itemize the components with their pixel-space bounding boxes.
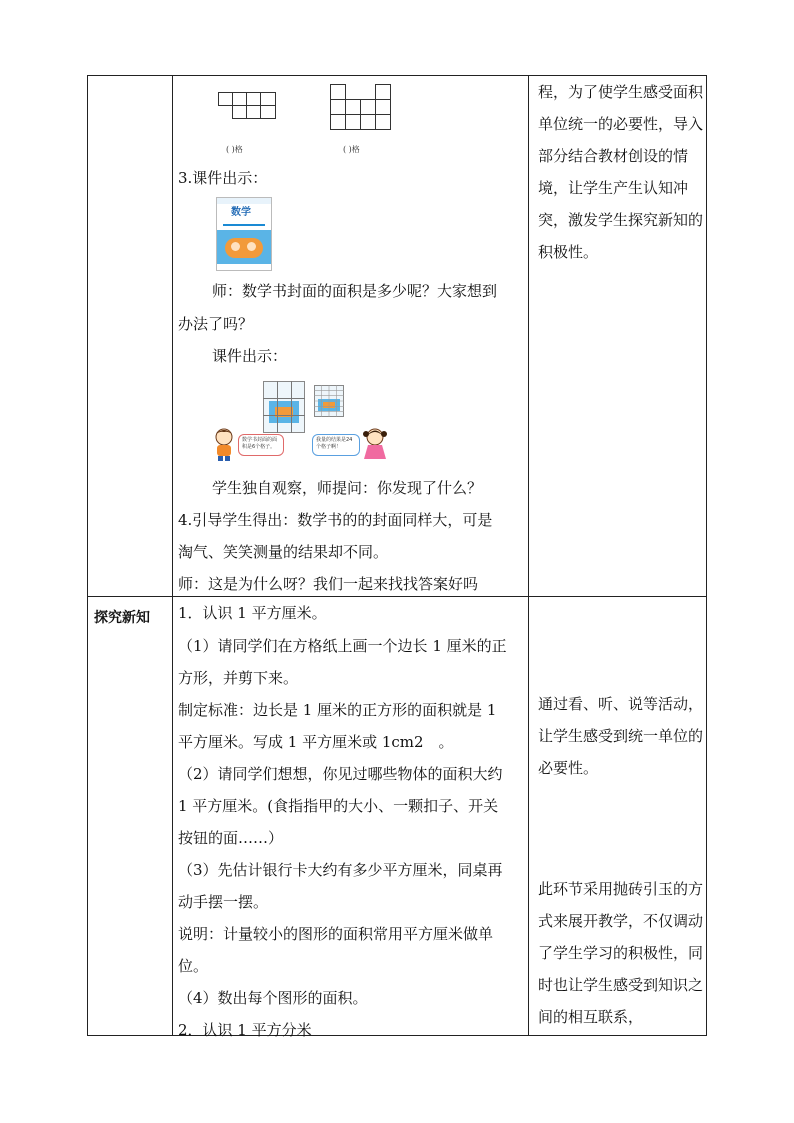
design-note-2: 通过看、听、说等活动，让学生感受到统一单位的必要性。 — [538, 695, 704, 777]
step-1-2: （2）请同学们想想，你见过哪些物体的面积大约 — [178, 765, 503, 783]
speech-bubble-boy — [238, 434, 284, 456]
courseware-step-3: 3.课件出示： — [178, 169, 268, 187]
students-observe: 学生独自观察，师提问：你发现了什么？ — [212, 479, 483, 497]
grid-shape-2 — [330, 84, 392, 132]
grid-answer-blank-1: ( )格 — [226, 145, 243, 154]
step-1-2-cont: 1 平方厘米。(食指指甲的大小、一颗扣子、开关 — [178, 797, 499, 815]
column-divider-2 — [528, 76, 529, 1035]
teacher-question-cont: 办法了吗？ — [178, 315, 254, 333]
teacher-question: 师：数学书封面的面积是多少呢？大家想到 — [212, 282, 498, 300]
step-1-1: （1）请同学们在方格纸上画一个边长 1 厘米的正 — [178, 637, 507, 655]
boy-taoqi-figure — [211, 428, 237, 462]
math-book-cover — [216, 197, 272, 271]
book-grid-6-cells — [263, 381, 305, 433]
row-divider — [88, 596, 706, 597]
girl-xiaoxiao-figure — [361, 428, 389, 462]
step-2-title: 2．认识 1 平方分米 — [178, 1021, 312, 1039]
step-1-1-cont: 方形，并剪下来。 — [178, 669, 299, 687]
speech-bubble-girl-text: 我量的结果是24个格子啊！ — [316, 437, 353, 450]
guide-students-cont: 淘气、笑笑测量的结果却不同。 — [178, 543, 389, 561]
step-1-2-cont2: 按钮的面……） — [178, 829, 284, 847]
section-label-explore-new: 探究新知 — [94, 610, 150, 626]
explanation: 说明：计量较小的图形的面积常用平方厘米做单 — [178, 925, 494, 943]
design-note-1: 程，为了使学生感受面积单位统一的必要性，导入部分结合教材创设的情境，让学生产生认知冲突，激发学生探究新知的积极性。 — [538, 83, 704, 261]
step-1-3: （3）先估计银行卡大约有多少平方厘米，同桌再 — [178, 861, 503, 879]
book-grid-24-cells — [314, 385, 344, 417]
courseware-show: 课件出示： — [212, 347, 288, 365]
lesson-table — [87, 75, 707, 1039]
guide-students-step-4: 4.引导学生得出：数学书的的封面同样大，可是 — [178, 511, 493, 529]
design-note-3: 此环节采用抛砖引玉的方式来展开教学，不仅调动了学生学习的积极性，同时也让学生感受到知识之间的相互联系， — [538, 880, 704, 1026]
step-1-4: （4）数出每个图形的面积。 — [178, 989, 368, 1007]
speech-bubble-girl — [312, 434, 360, 456]
teacher-why: 师：这是为什么呀？我们一起来找找答案好吗 — [178, 575, 479, 593]
step-1-3-cont: 动手摆一摆。 — [178, 893, 269, 911]
speech-bubble-boy-text: 数学书封面的面积是6个格子。 — [242, 437, 278, 450]
grid-shape-1 — [218, 88, 276, 120]
grid-answer-blank-2: ( )格 — [343, 145, 360, 154]
explanation-cont: 位。 — [178, 957, 209, 975]
book-title: 数学 — [231, 207, 251, 218]
standard-definition-cont: 平方厘米。写成 1 平方厘米或 1cm2 。 — [178, 733, 454, 751]
column-divider-1 — [172, 76, 173, 1035]
step-1-title: 1．认识 1 平方厘米。 — [178, 604, 327, 622]
standard-definition: 制定标准：边长是 1 厘米的正方形的面积就是 1 — [178, 701, 497, 719]
